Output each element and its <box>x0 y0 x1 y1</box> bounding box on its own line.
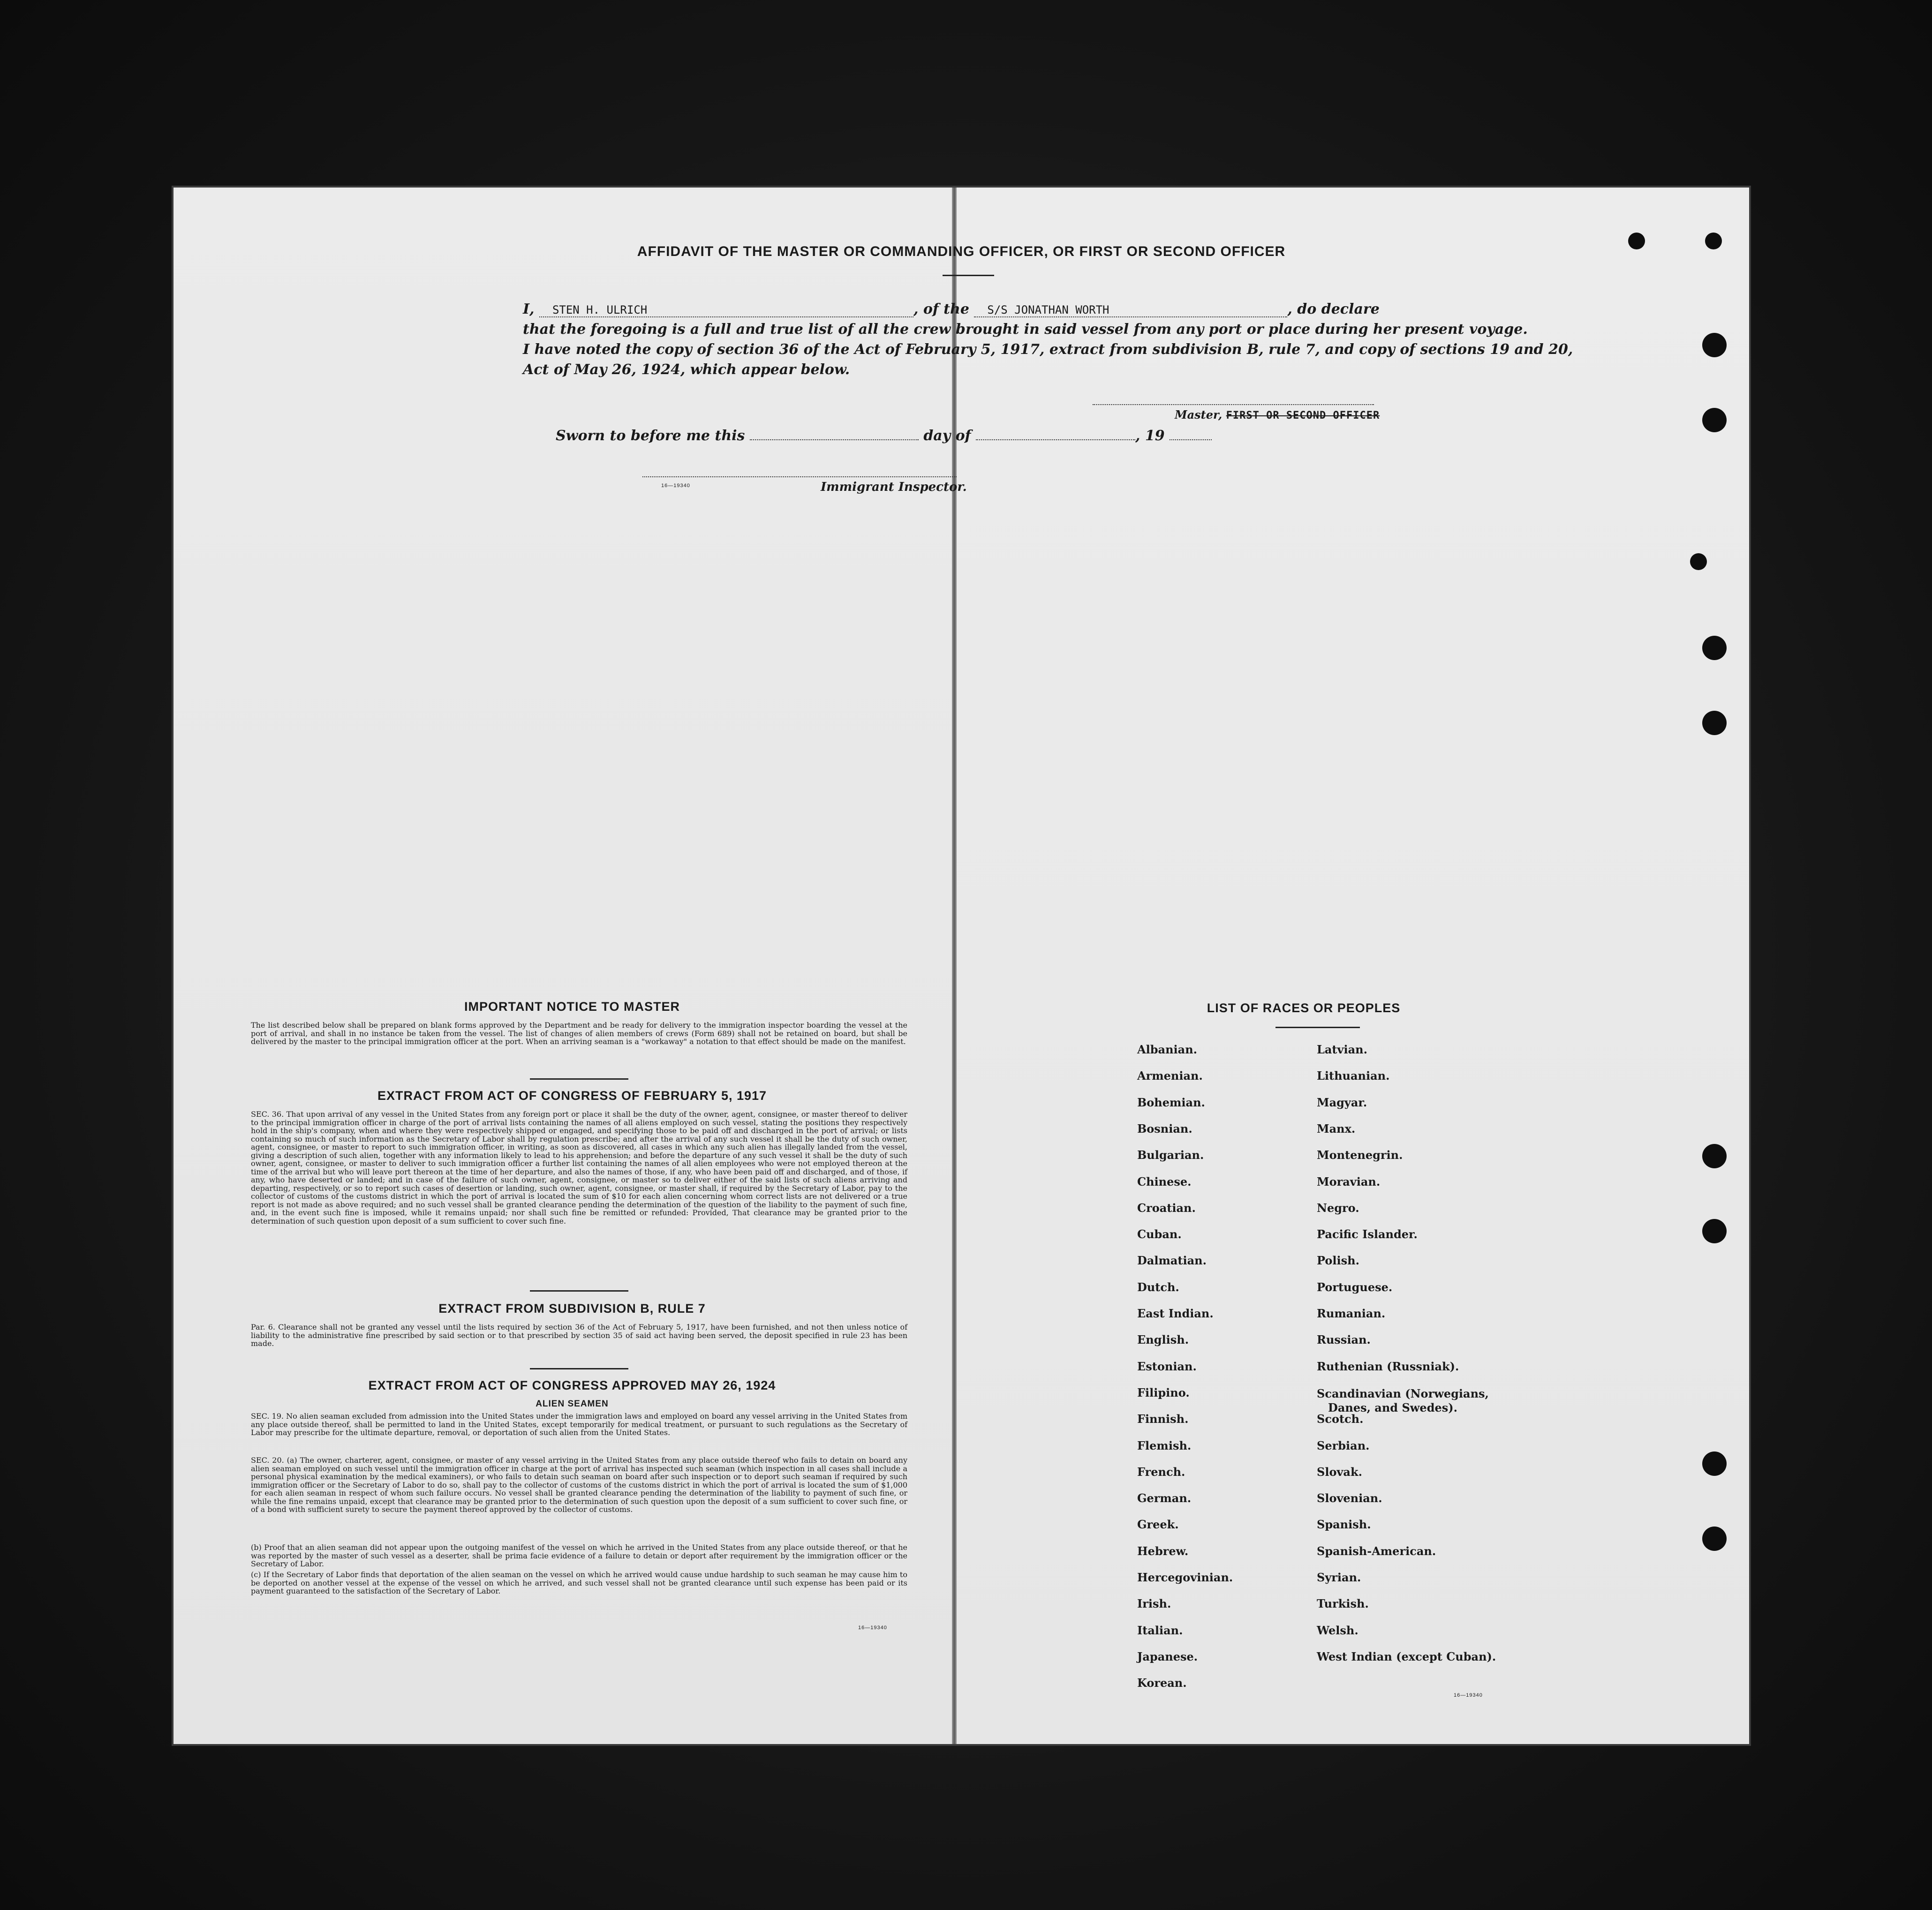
race-item: Magyar. <box>1317 1095 1367 1109</box>
race-item: Korean. <box>1137 1676 1187 1690</box>
sec19-text: SEC. 19. No alien seaman excluded from admission into the United States under the immigration laws and employed on board any vessel arriving in the United States from any place outside thereof, shall be permitted to land in the United States, except temporarily for medical treatment, or pursuant to such regulations as the Secretary of Labor may prescribe for the ultimate departure, removal, or deportation of such alien from the United States. <box>251 1412 907 1437</box>
race-item: Spanish. <box>1317 1518 1371 1532</box>
master-word: Master, <box>1175 408 1223 421</box>
rule7-heading: EXTRACT FROM SUBDIVISION B, RULE 7 <box>438 1301 706 1316</box>
punch-hole <box>1690 553 1707 570</box>
race-item: Turkish. <box>1317 1597 1369 1611</box>
extract-1924-heading: EXTRACT FROM ACT OF CONGRESS APPROVED MAY 26, 1924 <box>368 1378 776 1392</box>
race-item: East Indian. <box>1137 1307 1214 1320</box>
punch-hole <box>1702 1219 1727 1243</box>
affidavit-i: I, <box>523 301 535 317</box>
extract-1917-text: SEC. 36. That upon arrival of any vessel in the United States from any foreign port or place it shall be the duty of the owner, agent, consignee, or master thereof to deliver to the principal immigration officer in charge of the port of arrival lists containing the names of all aliens employed on such vessel, stating the positions they respectively hold in the ship's company, when and where they were respectively shipped or engaged, and specifying those to be paid off and discharged in the port of arrival; or lists containing so much of such information as the Secretary of Labor shall by regulation prescribe; and after the arrival of any such vessel it shall be the duty of such owner, agent, consignee, or master to report to such immigration officer, in writing, as soon as discovered, all cases in which any such alien has illegally landed from the vessel, giving a description of such alien, together with any information likely to lead to his apprehension; and before the departure of any such vessel it shall be the duty of such owner, agent, consignee, or master to deliver to such immigration officer a further list containing the names of all alien employees who were not employed thereon at the time of the arrival but who will leave port thereon at the time of her departure, and also the names of those, if any, who have been paid off and discharged, and of those, if any, who have deserted or landed; and in case of the failure of such owner, agent, consignee, or master so to deliver either of the said lists of such aliens arriving and departing, respectively, or so to report such cases of desertion or landing, such owner, agent, consignee, or master shall, if required by the Secretary of Labor, pay to the collector of customs of the customs district in which the port of arrival is located the sum of $10 for each alien concerning whom correct lists are not delivered or a true report is not made as above required; and no such vessel shall be granted clearance pending the determination of the question of the liability to the payment of such fine, and, in the event such fine is imposed, while it remains unpaid; nor shall such fine be remitted or refunded: Provided, That clearance may be granted prior to the determination of such question upon deposit of a sum sufficient to cover such fine. <box>251 1110 907 1226</box>
race-item: West Indian (except Cuban). <box>1317 1649 1496 1663</box>
section-divider <box>530 1368 628 1369</box>
race-item: French. <box>1137 1465 1185 1479</box>
race-item: Lithuanian. <box>1317 1069 1390 1083</box>
race-item: Bosnian. <box>1137 1121 1192 1135</box>
inspector-signature-line <box>642 476 957 477</box>
punch-hole <box>1702 1451 1727 1476</box>
race-item: German. <box>1137 1491 1192 1505</box>
punch-hole <box>1702 636 1727 660</box>
punch-hole <box>1702 1526 1727 1551</box>
affidavit-line-4: Act of May 26, 1924, which appear below. <box>523 361 850 378</box>
race-item: Bulgarian. <box>1137 1148 1204 1162</box>
race-item: Pacific Islander. <box>1317 1227 1418 1241</box>
race-item: Albanian. <box>1137 1043 1197 1056</box>
affidavit-of-the: , of the <box>913 301 969 317</box>
race-item: Rumanian. <box>1317 1307 1386 1320</box>
race-item: Estonian. <box>1137 1359 1197 1373</box>
race-item: Flemish. <box>1137 1438 1192 1452</box>
rule7-text: Par. 6. Clearance shall not be granted any vessel until the lists required by section 36 of the Act of February 5, 1917, have been furnished, and not then unless notice of liability to the administrative fine prescribed by said section or to that prescribed by section 35 of said act having been served, the deposit specified in rule 23 has been made. <box>251 1323 907 1348</box>
race-item: Slovenian. <box>1317 1491 1382 1505</box>
race-item: Syrian. <box>1317 1571 1361 1584</box>
race-item: Chinese. <box>1137 1174 1192 1188</box>
form-number: 16—19340 <box>858 1625 887 1631</box>
affidavit-declaration-line <box>523 301 1380 317</box>
race-item: Bohemian. <box>1137 1095 1205 1109</box>
sec20a-text: SEC. 20. (a) The owner, charterer, agent, consignee, or master of any vessel arriving in the United States from any place outside thereof who fails to detain on board any alien seaman employed on such vessel until the immigration officer in charge at the port of arrival has inspected such seaman (which inspection in all cases shall include a personal physical examination by the medical examiners), or who fails to detain such seaman on board after such inspection or to deport such seaman if required by such immigration officer or the Secretary of Labor to do so, shall pay to the collector of customs of the customs district in which the port of arrival is located the sum of $1,000 for each alien seaman in respect of whom such failure occurs. No vessel shall be granted clearance pending the determination of the liability to payment of such fine, or while the fine remains unpaid, except that clearance may be granted prior to the determination of such question upon the deposit of a sum sufficient to cover such fine, or of a bond with sufficient surety to secure the payment thereof approved by the collector of customs. <box>251 1456 907 1514</box>
sworn-day-of: day of <box>923 428 971 444</box>
punch-hole <box>1702 711 1727 735</box>
race-item: Cuban. <box>1137 1227 1182 1241</box>
sworn-month-field <box>976 439 1135 440</box>
race-item: Dalmatian. <box>1137 1254 1207 1268</box>
race-item: Scotch. <box>1317 1412 1364 1426</box>
sec20c-text: (c) If the Secretary of Labor finds that deportation of the alien seaman on the vessel on which he arrived would cause undue hardship to such seaman he may cause him to be deported on another vessel at the expense of the vessel on which he arrived, and such vessel shall not be granted clearance until such expense has been paid or its payment guaranteed to the satisfaction of the Secretary of Labor. <box>251 1570 907 1595</box>
form-number: 16—19340 <box>1454 1692 1483 1698</box>
race-item: Polish. <box>1317 1254 1359 1268</box>
race-item: Montenegrin. <box>1317 1148 1403 1162</box>
sworn-year-field <box>1170 439 1212 440</box>
alien-seamen-subheading: ALIEN SEAMEN <box>536 1399 609 1409</box>
race-item: Hebrew. <box>1137 1544 1189 1558</box>
race-item: Filipino. <box>1137 1385 1190 1399</box>
race-item: Serbian. <box>1317 1438 1370 1452</box>
race-item: Croatian. <box>1137 1201 1196 1215</box>
race-item: Manx. <box>1317 1121 1356 1135</box>
race-item: Scandinavian (Norwegians, <box>1317 1386 1489 1400</box>
section-divider <box>530 1290 628 1292</box>
punch-hole <box>1702 408 1727 432</box>
center-fold <box>952 188 957 1744</box>
title-rule <box>943 275 994 276</box>
race-item: Japanese. <box>1137 1649 1198 1663</box>
vessel-name-field: S/S JONATHAN WORTH <box>974 303 1287 317</box>
race-item: Spanish-American. <box>1317 1544 1436 1558</box>
master-signature-line <box>1093 404 1374 405</box>
race-item: Dutch. <box>1137 1280 1179 1294</box>
race-item: Russian. <box>1317 1333 1371 1347</box>
sworn-before: Sworn to before me this <box>556 428 745 444</box>
struck-officer-title: FIRST OR SECOND OFFICER <box>1226 410 1380 421</box>
race-item: Italian. <box>1137 1623 1183 1637</box>
race-item: Latvian. <box>1317 1043 1367 1056</box>
master-name-field: STEN H. ULRICH <box>539 303 913 317</box>
race-item: Negro. <box>1317 1201 1359 1215</box>
race-item: Danes, and Swedes). <box>1328 1400 1457 1414</box>
race-item: Irish. <box>1137 1597 1171 1611</box>
race-item: Portuguese. <box>1317 1280 1393 1294</box>
race-item: Armenian. <box>1137 1069 1203 1083</box>
races-title: LIST OF RACES OR PEOPLES <box>1207 1001 1401 1015</box>
race-item: Hercegovinian. <box>1137 1571 1233 1584</box>
race-item: Moravian. <box>1317 1174 1381 1188</box>
affidavit-do-declare: , do declare <box>1287 301 1380 317</box>
master-label <box>1175 408 1380 421</box>
race-item: Greek. <box>1137 1518 1179 1532</box>
sworn-line <box>556 428 1212 444</box>
punch-hole <box>1702 1144 1727 1168</box>
section-divider <box>530 1078 628 1080</box>
race-item: Welsh. <box>1317 1623 1358 1637</box>
punch-hole <box>1702 333 1727 357</box>
race-item: English. <box>1137 1333 1189 1347</box>
extract-1917-heading: EXTRACT FROM ACT OF CONGRESS OF FEBRUARY 5, 1917 <box>377 1089 767 1103</box>
race-item: Ruthenian (Russniak). <box>1317 1359 1459 1373</box>
sworn-day-field <box>750 439 919 440</box>
sec20b-text: (b) Proof that an alien seaman did not appear upon the outgoing manifest of the vessel on which he arrived in the United States from any place outside thereof, or that he was reported by the master of such vessel as a deserter, shall be prima facie evidence of a failure to detain or deport after requirement by the immigration officer or the Secretary of Labor. <box>251 1543 907 1568</box>
punch-hole <box>1628 233 1645 249</box>
affidavit-line-3: I have noted the copy of section 36 of the Act of February 5, 1917, extract from subdivision B, rule 7, and copy of sections 19 and 20, <box>523 341 1573 358</box>
inspector-label: Immigrant Inspector. <box>821 480 967 494</box>
race-item: Finnish. <box>1137 1412 1189 1426</box>
affidavit-title: AFFIDAVIT OF THE MASTER OR COMMANDING OFFICER, OR FIRST OR SECOND OFFICER <box>637 244 1286 259</box>
punch-hole <box>1705 233 1722 249</box>
notice-text: The list described below shall be prepared on blank forms approved by the Department and be ready for delivery to the immigration inspector boarding the vessel at the port of arrival, and shall in no instance be taken from the vessel. The list of changes of alien members of crews (Form 689) shall not be retained on board, but shall be delivered by the master to the principal immigration officer at the port. When an arriving seaman is a "workaway" a notation to that effect should be made on the manifest. <box>251 1021 907 1046</box>
races-title-rule <box>1275 1027 1360 1028</box>
notice-heading: IMPORTANT NOTICE TO MASTER <box>464 1000 680 1014</box>
sworn-year: , 19 <box>1135 428 1165 444</box>
form-number: 16—19340 <box>661 483 690 489</box>
race-item: Slovak. <box>1317 1465 1362 1479</box>
affidavit-line-2: that the foregoing is a full and true list of all the crew brought in said vessel from any port or place during her present voyage. <box>523 321 1528 338</box>
